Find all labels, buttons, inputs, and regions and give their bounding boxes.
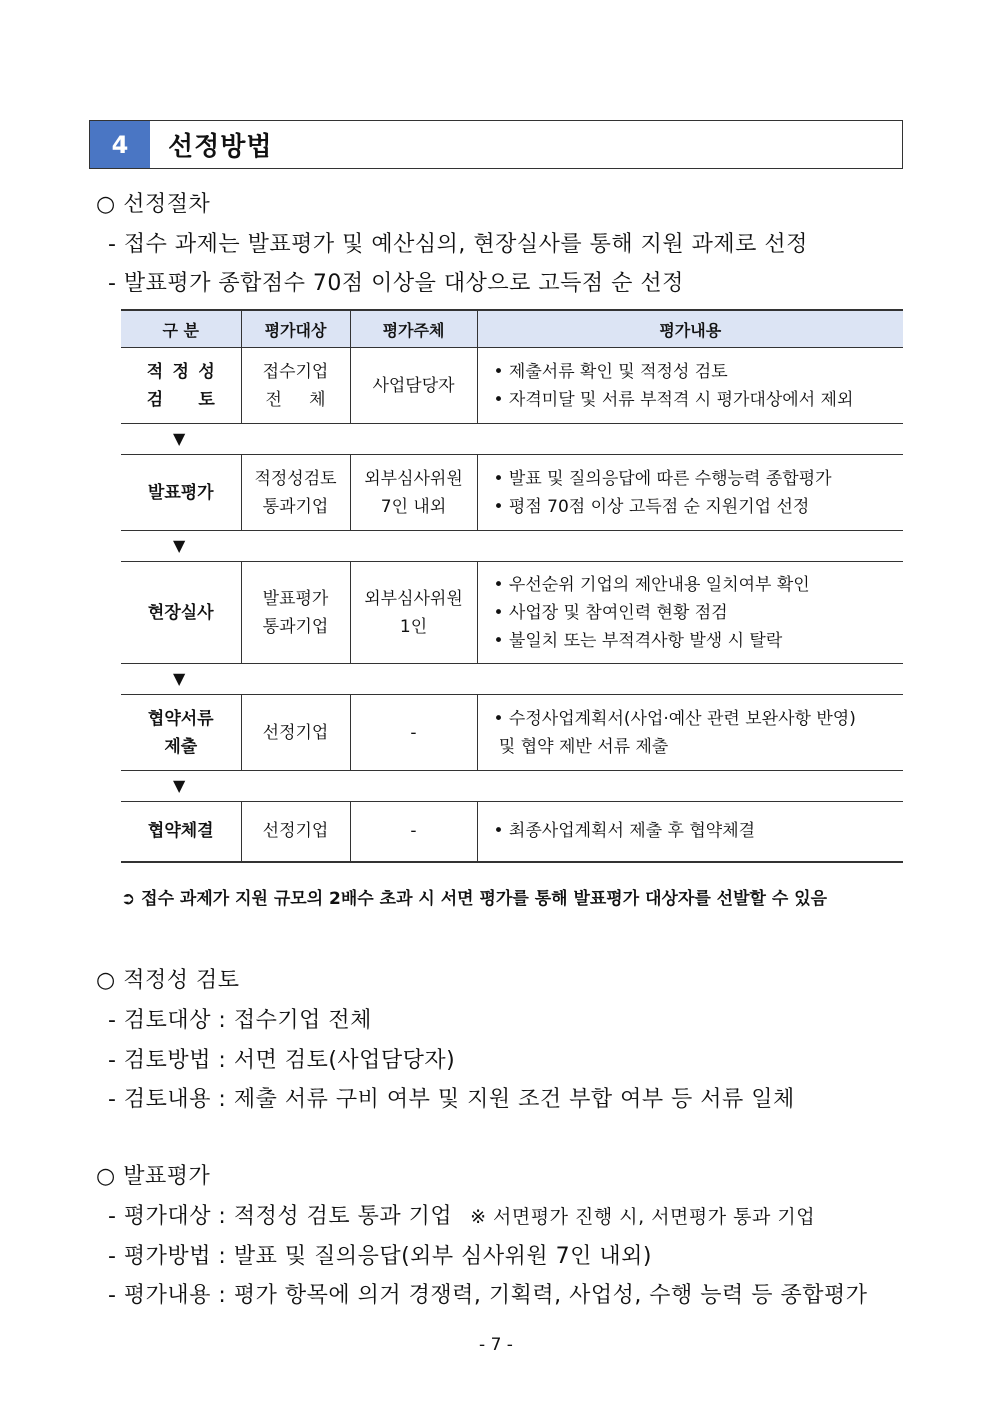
content-item: • 최종사업계획서 제출 후 협약체결 <box>493 821 756 842</box>
procedure-line: - 접수 과제는 발표평가 및 예산심의, 현장실사를 통해 지원 과제로 선정 <box>108 232 808 257</box>
stage-content <box>477 802 903 862</box>
presentation-line: - 평가내용 : 평가 항목에 의거 경쟁력, 기획력, 사업성, 수행 능력 등 종합평가 <box>108 1283 868 1308</box>
category-line: 협약서류 <box>147 708 214 729</box>
stage-target <box>241 695 350 771</box>
content-item: • 수정사업계획서(사업·예산 관련 보완사항 반영) <box>493 708 856 729</box>
presentation-target-note: ※ 서면평가 진행 시, 서면평가 통과 기업 <box>470 1206 816 1228</box>
down-arrow-icon: ▼ <box>121 531 903 562</box>
stage-category <box>121 562 241 664</box>
evaluator-line: 1인 <box>399 616 428 637</box>
stage-content <box>477 695 903 771</box>
header-evaluator: 평가주체 <box>350 310 477 348</box>
header-target: 평가대상 <box>241 310 350 348</box>
presentation-target: - 평가대상 : 적정성 검토 통과 기업 <box>108 1204 453 1229</box>
evaluator-line: - <box>410 722 417 743</box>
table-row <box>121 695 903 771</box>
table-row <box>121 802 903 862</box>
evaluator-line: - <box>410 821 417 842</box>
presentation-line <box>108 1199 815 1230</box>
evaluator-line: 사업담당자 <box>372 375 455 396</box>
down-arrow-icon: ▼ <box>121 664 903 695</box>
down-arrow-icon: ▼ <box>121 771 903 802</box>
stage-evaluator <box>350 455 477 531</box>
stage-content <box>477 562 903 664</box>
content-item: • 우선순위 기업의 제안내용 일치여부 확인 <box>493 574 810 595</box>
section-header <box>89 120 903 169</box>
content-item: • 평점 70점 이상 고득점 순 지원기업 선정 <box>493 496 810 517</box>
stage-evaluator <box>350 695 477 771</box>
flow-arrow-row <box>121 664 903 695</box>
stage-category <box>121 455 241 531</box>
evaluator-line: 7인 내외 <box>380 496 447 517</box>
header-content: 평가내용 <box>477 310 903 348</box>
flow-arrow-row <box>121 531 903 562</box>
presentation-line: - 평가방법 : 발표 및 질의응답(외부 심사위원 7인 내외) <box>108 1244 653 1269</box>
target-line: 전 체 <box>265 389 326 410</box>
stage-target <box>241 562 350 664</box>
procedure-line: - 발표평가 종합점수 70점 이상을 대상으로 고득점 순 선정 <box>108 271 684 296</box>
down-arrow-icon: ▼ <box>121 424 903 455</box>
stage-target <box>241 455 350 531</box>
stage-target <box>241 802 350 862</box>
stage-category <box>121 802 241 862</box>
flow-arrow-row <box>121 424 903 455</box>
selection-process-table <box>121 309 903 863</box>
stage-evaluator <box>350 348 477 424</box>
page-number: - 7 - <box>479 1335 513 1355</box>
stage-evaluator <box>350 802 477 862</box>
presentation-heading: ○ 발표평가 <box>96 1164 211 1189</box>
table-row <box>121 348 903 424</box>
target-line: 선정기업 <box>262 821 329 842</box>
footnote: ➲ 접수 과제가 지원 규모의 2배수 초과 시 서면 평가를 통해 발표평가 대상자를 선발할 수 있음 <box>121 889 828 909</box>
review-line: - 검토대상 : 접수기업 전체 <box>108 1008 372 1033</box>
stage-content <box>477 348 903 424</box>
target-line: 접수기업 <box>262 361 329 382</box>
review-line: - 검토방법 : 서면 검토(사업담당자) <box>108 1048 456 1073</box>
evaluator-line: 외부심사위원 <box>364 468 463 489</box>
review-heading: ○ 적정성 검토 <box>96 968 240 993</box>
target-line: 선정기업 <box>262 722 329 743</box>
target-line: 통과기업 <box>262 496 329 517</box>
content-item: • 사업장 및 참여인력 현황 점검 <box>493 602 728 623</box>
content-item: • 불일치 또는 부적격사항 발생 시 탈락 <box>493 630 783 651</box>
category-line: 협약체결 <box>147 821 214 842</box>
header-category: 구 분 <box>121 310 241 348</box>
evaluator-line: 외부심사위원 <box>364 588 463 609</box>
stage-category <box>121 348 241 424</box>
category-line: 발표평가 <box>147 482 214 503</box>
category-line: 현장실사 <box>147 602 214 623</box>
content-item: 및 협약 제반 서류 제출 <box>493 736 669 757</box>
procedure-heading: ○ 선정절차 <box>96 192 211 217</box>
section-number: 4 <box>90 121 150 168</box>
review-line: - 검토내용 : 제출 서류 구비 여부 및 지원 조건 부합 여부 등 서류 일체 <box>108 1087 795 1112</box>
table-header-row <box>121 310 903 348</box>
section-title: 선정방법 <box>168 132 273 162</box>
category-line: 제출 <box>164 736 198 757</box>
table-row <box>121 455 903 531</box>
flow-arrow-row <box>121 771 903 802</box>
content-item: • 발표 및 질의응답에 따른 수행능력 종합평가 <box>493 468 832 489</box>
stage-content <box>477 455 903 531</box>
category-line: 검 토 <box>146 389 215 410</box>
stage-evaluator <box>350 562 477 664</box>
content-item: • 자격미달 및 서류 부적격 시 평가대상에서 제외 <box>493 389 854 410</box>
category-line: 적 정 성 <box>146 361 215 382</box>
target-line: 적정성검토 <box>254 468 337 489</box>
stage-target <box>241 348 350 424</box>
table-row <box>121 562 903 664</box>
content-item: • 제출서류 확인 및 적정성 검토 <box>493 361 728 382</box>
stage-category <box>121 695 241 771</box>
target-line: 통과기업 <box>262 616 329 637</box>
target-line: 발표평가 <box>262 588 329 609</box>
